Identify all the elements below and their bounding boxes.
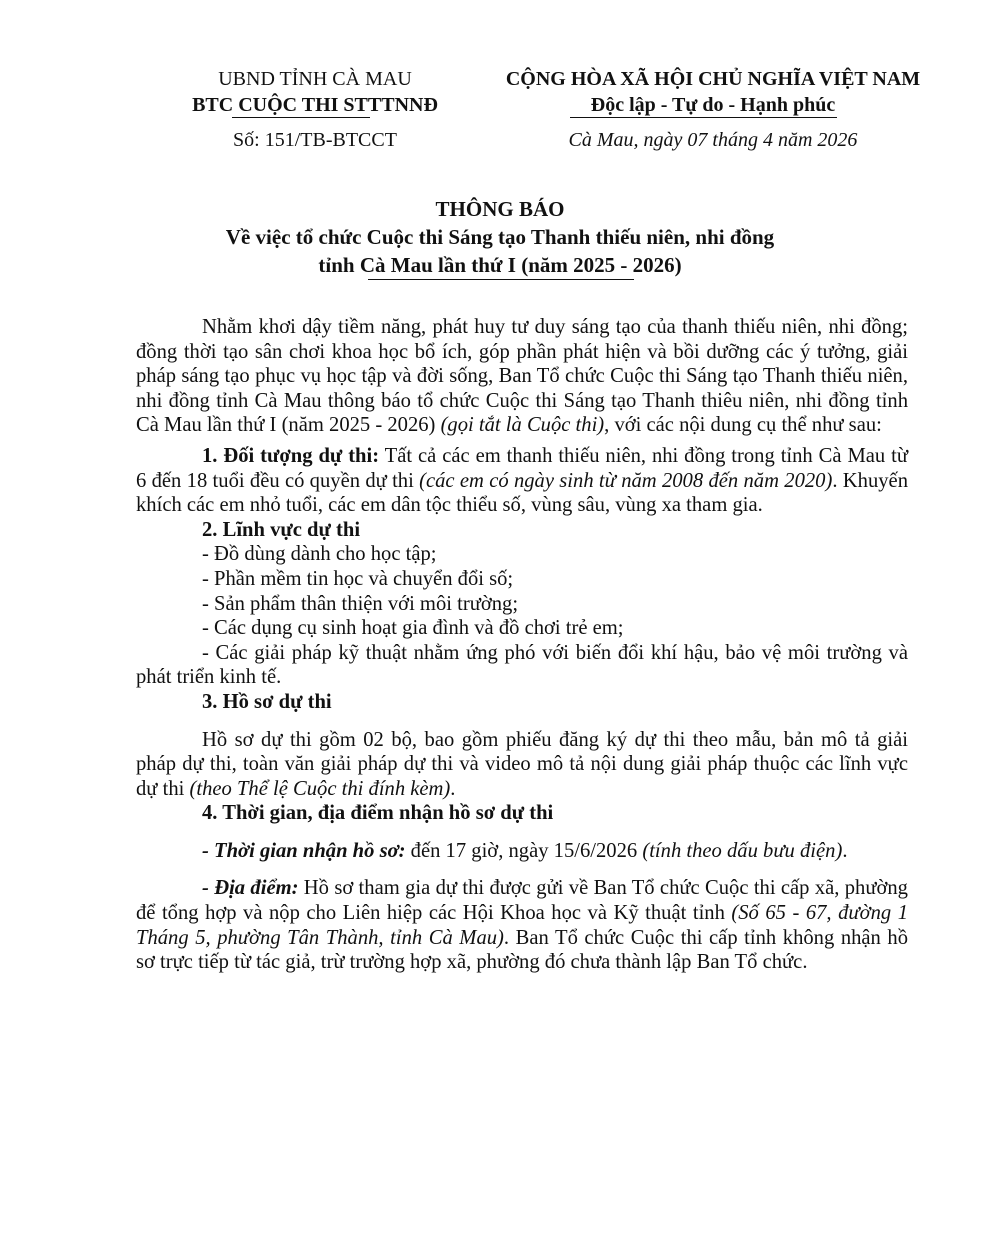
document-body: [136, 315, 908, 975]
intro-paragraph: [136, 315, 908, 438]
section-1-tail: . Khuyến khích các em nhỏ tuổi, các em dân tộc thiểu số, vùng sâu, vùng xa tham gia.: [136, 469, 908, 517]
national-title: CỘNG HÒA XÃ HỘI CHỦ NGHĨA VIỆT NAM: [505, 68, 921, 90]
intro-tail: , với các nội dung cụ thể như sau:: [604, 414, 882, 437]
document-number: Số: 151/TB-BTCCT: [233, 129, 397, 151]
section-4-heading: 4. Thời gian, địa điểm nhận hồ sơ dự thi: [202, 802, 554, 825]
place-and-date: Cà Mau, ngày 07 tháng 4 năm 2026: [568, 129, 858, 151]
submission-time-tail: .: [842, 839, 848, 862]
section-1-heading: 1. Đối tượng dự thi:: [202, 444, 380, 467]
organizing-committee: BTC CUỘC THI STTTNNĐ: [192, 94, 438, 116]
field-item: - Sản phẩm thân thiện với môi trường;: [202, 592, 519, 615]
issuer-block: [160, 66, 470, 118]
section-2-heading: 2. Lĩnh vực dự thi: [202, 518, 361, 541]
document-title: THÔNG BÁO: [435, 197, 565, 221]
document-subject-line-2: tỉnh Cà Mau lần thứ I (năm 2025 - 2026): [318, 253, 682, 277]
intro-text: Nhằm khơi dậy tiềm năng, phát huy tư duy sáng tạo của thanh thiếu niên, nhi đồng; đồng thời tạo sân chơi khoa học bổ ích, góp phần phát hiện và bồi dưỡng các ý tưởng, giải pháp sáng tạo phục vụ học tập và đời sống, Ban Tổ chức Cuộc thi Sáng tạo Thanh thiếu niên, nhi đồng tỉnh Cà Mau thông báo tổ chức Cuộc thi Sáng tạo Thanh thiêu niên, nhi đồng tỉnh Cà Mau lần thứ I (năm 2025 - 2026): [136, 316, 908, 437]
submission-place-tail: . Ban Tổ chức Cuộc thi cấp tỉnh không nhận hồ sơ trực tiếp từ tác giả, trừ trường hợp xã, phường đó chưa thành lập Ban Tổ chức.: [136, 926, 908, 974]
title-underline: [368, 279, 634, 280]
submission-place-label: - Địa điểm:: [202, 877, 299, 900]
national-heading-block: [478, 66, 948, 118]
field-item: - Các giải pháp kỹ thuật nhằm ứng phó với biến đổi khí hậu, bảo vệ môi trường và phát triển kinh tế.: [136, 641, 908, 689]
submission-time-italic: (tính theo dấu bưu điện): [642, 839, 843, 862]
submission-place-address: (Số 65 - 67, đường 1 Tháng 5, phường Tân Thành, tỉnh Cà Mau): [136, 902, 908, 949]
section-3-text: Hồ sơ dự thi gồm 02 bộ, bao gồm phiếu đăng ký dự thi theo mẫu, bản mô tả giải pháp dự thi, toàn văn giải pháp dự thi và video mô tả nội dung giải pháp thuộc các lĩnh vực dự thi: [136, 728, 908, 800]
section-3-italic: (theo Thể lệ Cuộc thi đính kèm): [189, 777, 451, 800]
section-3-heading: 3. Hồ sơ dự thi: [202, 690, 332, 713]
section-1-paragraph: [136, 444, 908, 518]
submission-time-label: - Thời gian nhận hồ sơ:: [202, 839, 406, 862]
submission-place-text: Hồ sơ tham gia dự thi được gửi về Ban Tổ chức Cuộc thi cấp xã, phường để tổng hợp và nộp cho Liên hiệp các Hội Khoa học và Kỹ thuật tỉnh: [136, 877, 908, 925]
section-1-italic: (các em có ngày sinh từ năm 2008 đến năm 2020): [419, 469, 833, 492]
section-3-paragraph: [136, 728, 908, 802]
submission-place-paragraph: [136, 876, 908, 974]
section-3-tail: .: [450, 777, 456, 800]
field-item: - Phần mềm tin học và chuyển đổi số;: [202, 567, 514, 590]
document-subject-line-1: Về việc tổ chức Cuộc thi Sáng tạo Thanh thiếu niên, nhi đồng: [225, 225, 775, 249]
intro-italic: (gọi tắt là Cuộc thi): [440, 414, 605, 437]
motto-underline: [570, 117, 837, 118]
field-item: - Các dụng cụ sinh hoạt gia đình và đồ chơi trẻ em;: [202, 617, 624, 640]
issuing-agency: UBND TỈNH CÀ MAU: [218, 68, 412, 90]
document-title-block: [120, 195, 880, 279]
submission-time-paragraph: [136, 839, 908, 864]
submission-time-text: đến 17 giờ, ngày 15/6/2026: [405, 839, 643, 862]
field-item: - Đồ dùng dành cho học tập;: [202, 543, 437, 566]
section-1-text: Tất cả các em thanh thiếu niên, nhi đồng trong tỉnh Cà Mau từ 6 đến 18 tuổi đều có quyền dự thi: [136, 444, 908, 492]
issuer-underline: [232, 117, 370, 118]
national-motto: Độc lập - Tự do - Hạnh phúc: [590, 94, 836, 116]
